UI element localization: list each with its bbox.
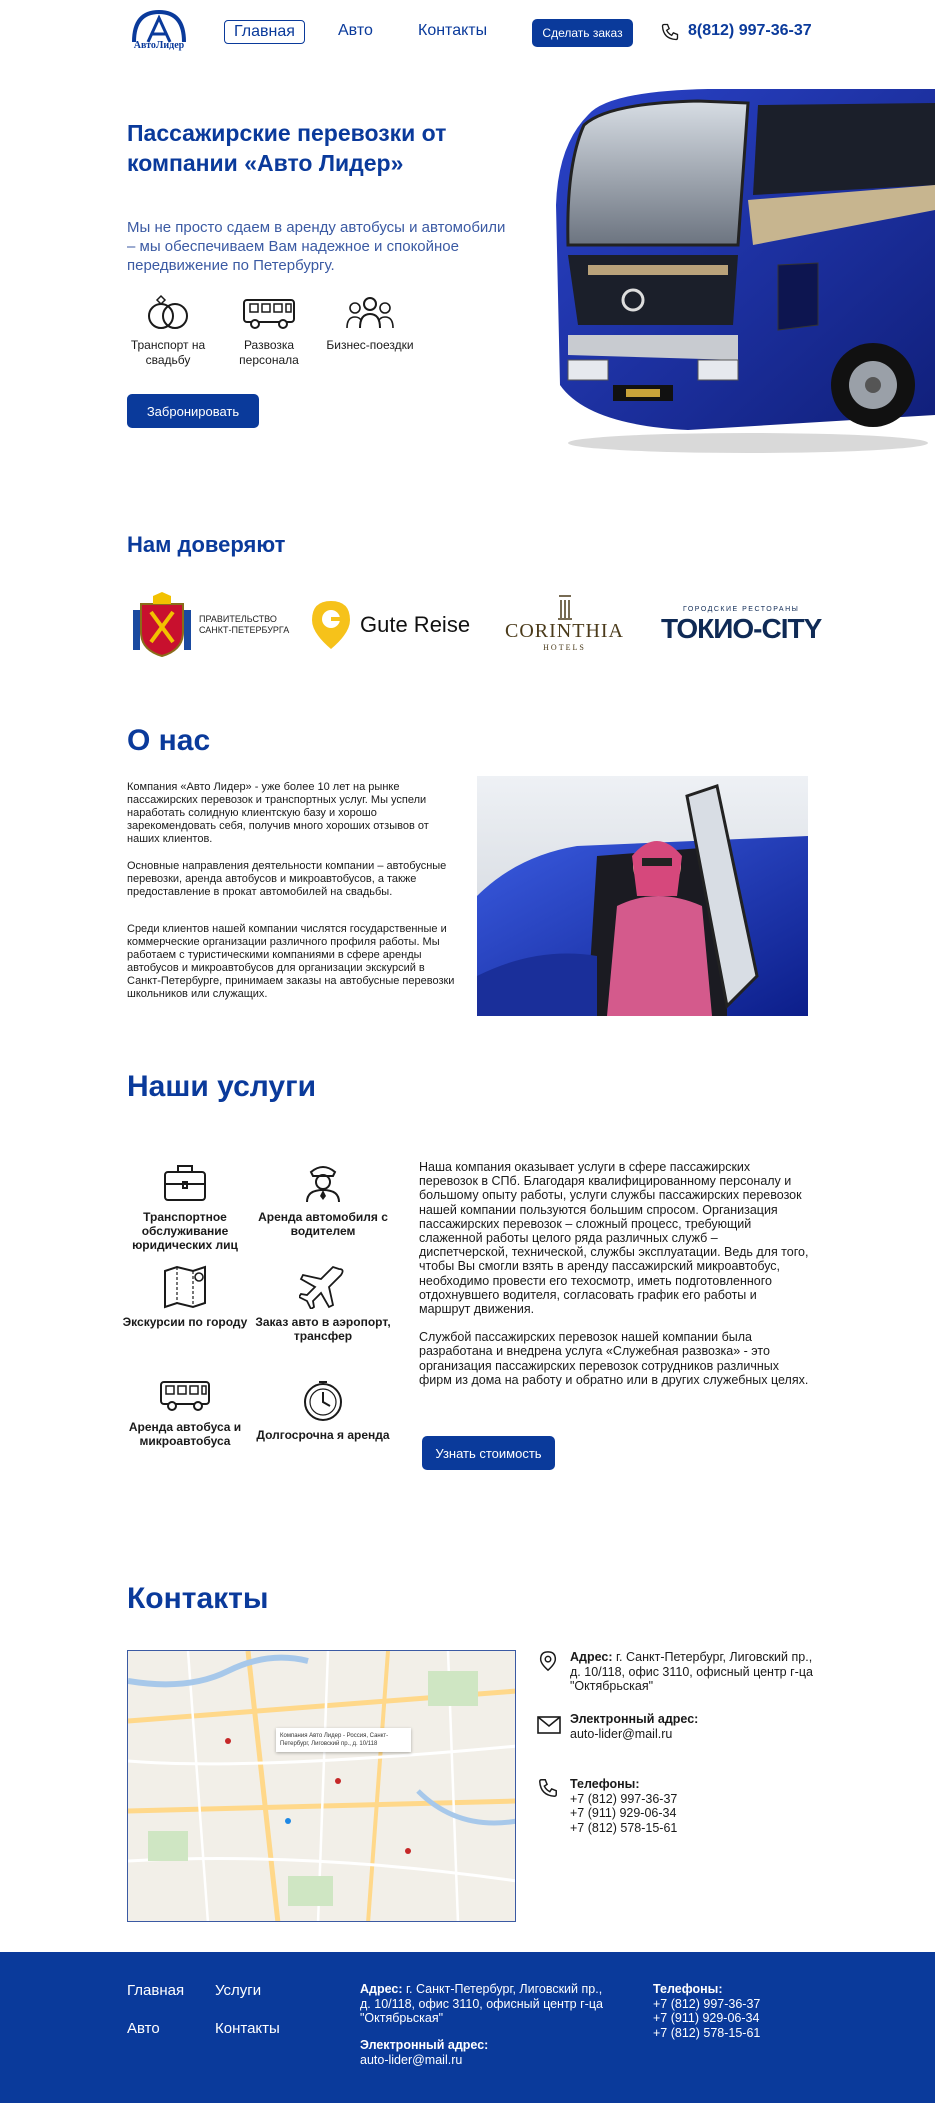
envelope-icon xyxy=(537,1714,561,1736)
nav-home[interactable]: Главная xyxy=(224,20,305,44)
about-paragraph: Компания «Авто Лидер» - уже более 10 лет на рынке пассажирских перевозок и транспортных услуг. Мы успели наработать солидную клиентскую базу и хорошо зарекомендовать себя, получив много хороших отзывов от наших клиентов. xyxy=(127,781,429,845)
map[interactable] xyxy=(127,1650,516,1922)
gute-label: Gute Reise xyxy=(360,612,471,637)
woman-in-car-photo xyxy=(477,776,808,1016)
footer-email xyxy=(360,2038,605,2067)
contact-address xyxy=(570,1650,815,1694)
footer-nav-auto[interactable]: Авто xyxy=(127,2020,160,2037)
nav-contacts[interactable]: Контакты xyxy=(418,22,488,39)
footer-email-label: Электронный адрес: xyxy=(360,2038,489,2052)
about-paragraph: Основные направления деятельности компании – автобусные перевозки, аренда автобусов и микроавтобусов, а также предоставление в прокат автомобилей на свадьбы. xyxy=(127,860,447,898)
phone-icon xyxy=(660,22,680,42)
footer-address-label: Адрес: xyxy=(360,1982,403,1996)
service-label: Транспортное обслуживание юридических лиц xyxy=(132,1210,238,1252)
footer-nav-services[interactable]: Услуги xyxy=(215,1982,262,1999)
service-legal-entities[interactable] xyxy=(110,1160,260,1252)
services-description xyxy=(419,1160,809,1387)
spb-coat-of-arms-icon xyxy=(133,592,191,658)
feature-business xyxy=(325,292,415,353)
footer-phones xyxy=(653,1982,853,2040)
partner-gov xyxy=(133,590,289,660)
location-pin-icon xyxy=(537,1650,559,1672)
partner-gute xyxy=(310,590,470,660)
tokio-sub: ГОРОДСКИЕ РЕСТОРАНЫ xyxy=(682,605,800,613)
order-button[interactable]: Сделать заказ xyxy=(532,19,633,47)
footer-address-value: г. Санкт-Петербург, Лиговский пр., д. 10/118, офис 3110, офисный центр г-ца "Октябрьская" xyxy=(360,1982,603,2025)
nav-auto[interactable]: Авто xyxy=(338,22,373,39)
get-price-button[interactable]: Узнать стоимость xyxy=(422,1436,555,1470)
service-label: Экскурсии по городу xyxy=(122,1315,248,1329)
service-label: Долгосрочна я аренда xyxy=(256,1428,390,1442)
tokio-label: ТОКИО-CITY xyxy=(661,612,822,644)
feature-staff xyxy=(224,292,314,368)
services-text-1: Наша компания оказывает услуги в сфере пассажирских перевозок в СПб. Благодаря квалифицированному персоналу и большому опыту работы, услуги службы пассажирских перевозок нашей компании пользуются большим спросом. Организация пассажирских перевозок – сложный процесс, требующий слаженной работы целого ряда различных служб – диспетчерской, технической, службы эксплуатации. Ведь для того, чтобы Вы смогли взять в аренду пассажирский микроавтобус, необходимо провести его техосмотр, иметь подготовленного отдохнувшего водителя, согласовать график его работы и маршрут движения. xyxy=(419,1160,809,1317)
feature-wedding-label: Транспорт на свадьбу xyxy=(130,338,206,367)
service-long-term-rental[interactable] xyxy=(248,1378,398,1442)
footer-phones-label: Телефоны: xyxy=(653,1982,723,1996)
services-title: Наши услуги xyxy=(127,1070,317,1103)
feature-staff-label: Развозка персонала xyxy=(239,338,299,367)
email-value[interactable]: auto-lider@mail.ru xyxy=(570,1726,673,1741)
gov-line2: САНКТ-ПЕТЕРБУРГА xyxy=(199,625,290,635)
phone-value[interactable]: +7 (812) 578-15-61 xyxy=(570,1820,678,1835)
phone-value[interactable]: +7 (812) 997-36-37 xyxy=(570,1791,678,1806)
corinthia-label: CORINTHIA xyxy=(505,620,624,642)
partner-corinthia xyxy=(505,588,624,658)
address-value: г. Санкт-Петербург, Лиговский пр., д. 10/118, офис 3110, офисный центр г-ца "Октябрьская" xyxy=(570,1650,813,1693)
feature-wedding xyxy=(123,292,213,368)
footer-phone-value[interactable]: +7 (911) 929-06-34 xyxy=(653,2011,760,2025)
service-city-tours[interactable] xyxy=(110,1265,260,1329)
hero-subtitle: Мы не просто сдаем в аренду автобусы и автомобили – мы обеспечиваем Вам надежное и спокойное передвижение по Петербургу. xyxy=(127,219,506,274)
services-text-2: Службой пассажирских перевозок нашей компании была разработана и внедрена услуга «Служебная развозка» - это организация пассажирских перевозок сотрудников различных фирм из дома на работу и обратно или в других служебных целях. xyxy=(419,1330,809,1387)
airplane-icon xyxy=(299,1265,347,1309)
contacts-title: Контакты xyxy=(127,1582,269,1615)
phone-icon xyxy=(537,1777,559,1799)
trust-title: Нам доверяют xyxy=(127,532,286,557)
about-paragraph: Среди клиентов нашей компании числятся государственные и коммерческие организации различного профиля работы. Мы работаем с туристическими компаниями в сфере аренды автобусов и микроавтобусов для организации экскурсий в Санкт-Петербурге, принимаем заказы на автобусные перевозки школьников или служащих. xyxy=(127,923,455,1000)
footer-address xyxy=(360,1982,605,2026)
contact-phones xyxy=(570,1777,815,1835)
book-button[interactable]: Забронировать xyxy=(127,394,259,428)
corinthia-column-icon xyxy=(556,594,574,620)
map-icon xyxy=(161,1265,209,1309)
header-phone[interactable]: 8(812) 997-36-37 xyxy=(688,22,812,39)
bus-icon xyxy=(241,292,297,332)
bus-image xyxy=(548,85,935,460)
hero-title: Пассажирские перевозки от компании «Авто Лидер» xyxy=(127,120,447,176)
driver-icon xyxy=(299,1160,347,1204)
service-airport-transfer[interactable] xyxy=(248,1265,398,1343)
about-title: О нас xyxy=(127,724,211,757)
bus-icon xyxy=(159,1378,211,1414)
service-label: Заказ авто в аэропорт, трансфер xyxy=(255,1315,391,1343)
map-tiles[interactable] xyxy=(128,1651,516,1922)
feature-business-label: Бизнес-поездки xyxy=(326,338,414,352)
partner-tokio xyxy=(661,590,821,660)
gov-label xyxy=(199,614,289,636)
logo-text: АвтоЛидер xyxy=(133,40,185,51)
phones-label: Телефоны: xyxy=(570,1777,640,1791)
footer-nav-home[interactable]: Главная xyxy=(127,1982,185,1999)
footer xyxy=(0,1952,935,2103)
footer-nav-contacts[interactable]: Контакты xyxy=(215,2020,280,2037)
email-label: Электронный адрес: xyxy=(570,1712,699,1726)
briefcase-icon xyxy=(161,1160,209,1204)
service-car-with-driver[interactable] xyxy=(248,1160,398,1238)
address-label: Адрес: xyxy=(570,1650,613,1664)
footer-phone-value[interactable]: +7 (812) 997-36-37 xyxy=(653,1996,761,2011)
footer-email-value[interactable]: auto-lider@mail.ru xyxy=(360,2052,463,2067)
wedding-rings-icon xyxy=(142,292,194,332)
contact-email xyxy=(570,1712,815,1741)
corinthia-sub: HOTELS xyxy=(543,643,586,652)
business-people-icon xyxy=(342,292,398,332)
map-popup[interactable]: Компания Авто Лидер - Россия, Санкт-Петербург, Лиговский пр., д. 10/118 xyxy=(276,1728,411,1752)
footer-phone-value[interactable]: +7 (812) 578-15-61 xyxy=(653,2025,761,2040)
clock-icon xyxy=(299,1378,347,1422)
phone-value[interactable]: +7 (911) 929-06-34 xyxy=(570,1806,677,1820)
service-label: Аренда автомобиля с водителем xyxy=(258,1210,388,1238)
gov-line1: ПРАВИТЕЛЬСТВО xyxy=(199,614,277,624)
service-label: Аренда автобуса и микроавтобуса xyxy=(128,1420,242,1448)
service-bus-rental[interactable] xyxy=(110,1378,260,1448)
gute-reise-pin-icon xyxy=(310,599,352,651)
